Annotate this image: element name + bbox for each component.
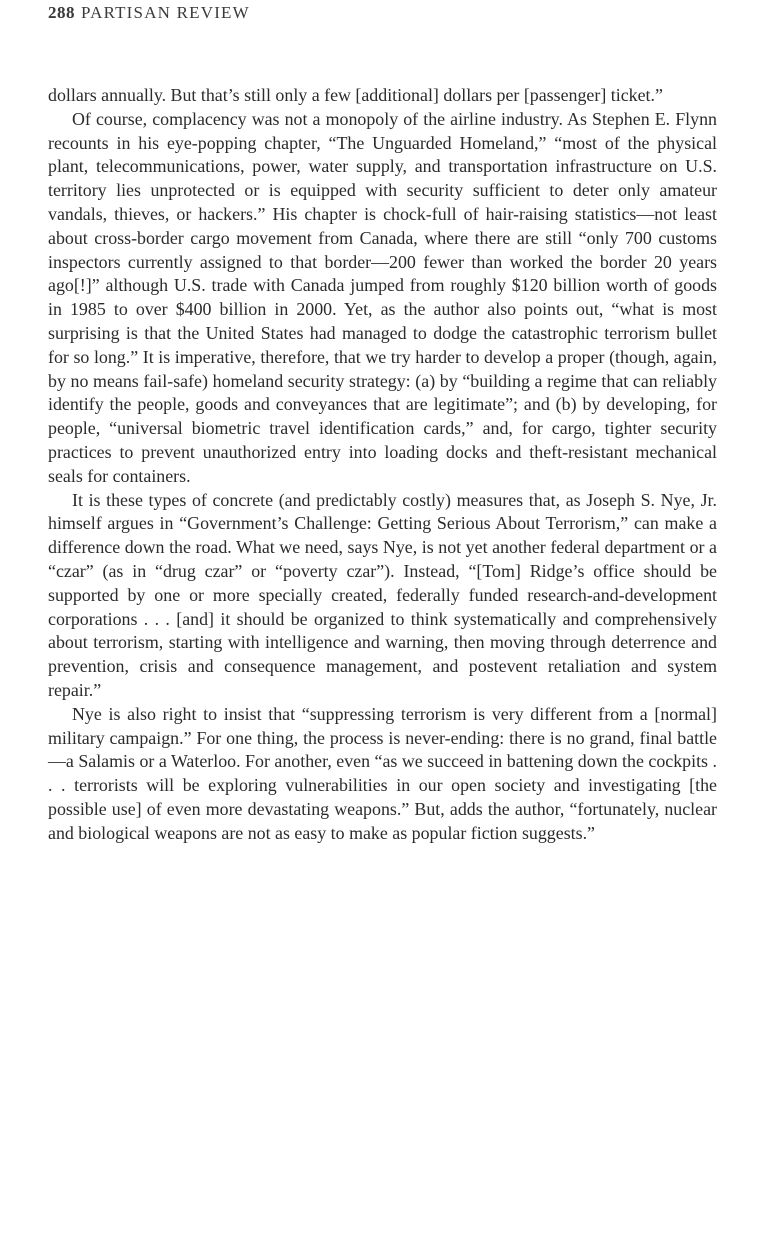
paragraph-continuation: dollars annually. But that’s still only a few [additional] dollars per [passenger] ticket.”: [48, 85, 663, 105]
paragraph-flynn: Of course, complacency was not a monopoly of the airline industry. As Stephen E. Flynn recounts in his eye-popping chapter, “The Unguarded Homeland,” “most of the physical plant, telecommunications, power, water supply, and transportation infrastructure on U.S. territory lies unprotected or is equipped with security sufficient to deter only amateur vandals, thieves, or hackers.” His chapter is chock-full of hair-raising statistics—not least about cross-border cargo movement from Canada, where there are still “only 700 customs inspectors currently assigned to that border—200 fewer than worked the border 20 years ago[!]” although U.S. trade with Canada jumped from roughly $120 billion worth of goods in 1985 to over $400 billion in 2000. Yet, as the author also points out, “what is most surprising is that the United States had managed to dodge the catastrophic terrorism bullet for so long.” It is imperative, therefore, that we try harder to develop a proper (though, again, by no means fail-safe) homeland security strategy: (a) by “building a regime that can reliably identify the people, goods and conveyances that are legitimate”; and (b) by developing, for people, “universal biometric travel identification cards,” and, for cargo, tighter security practices to prevent unauthorized entry into loading docks and theft-resistant mechanical seals for containers.: [48, 108, 717, 486]
paragraph-nye-campaign: Nye is also right to insist that “suppressing terrorism is very different from a [normal] military campaign.” For one thing, the process is never-ending: there is no grand, final battle—a Salamis or a Waterloo. For another, even “as we succeed in battening down the cockpits . . . terrorists will be exploring vulnerabilities in our open society and investigating [the possible use] of even more devastating weapons.” But, adds the author, “fortunately, nuclear and biological weapons are not as easy to make as popular fiction suggests.”: [48, 703, 717, 843]
body-text: [48, 84, 717, 846]
page-number: 288: [48, 3, 75, 22]
paragraph-nye-challenge: It is these types of concrete (and predictably costly) measures that, as Joseph S. Nye, Jr. himself argues in “Government’s Challenge: Getting Serious About Terrorism,” can make a difference down the road. What we need, says Nye, is not yet another federal department or a “czar” (as in “drug czar” or “poverty czar”). Instead, “[Tom] Ridge’s office should be supported by one or more specially created, federally funded research-and-development corporations . . . [and] it should be organized to think systematically and comprehensively about terrorism, starting with intelligence and warning, then moving through deterrence and prevention, crisis and consequence management, and postevent retaliation and system repair.”: [48, 489, 717, 700]
running-head: [48, 3, 250, 23]
journal-title: PARTISAN REVIEW: [81, 3, 250, 22]
